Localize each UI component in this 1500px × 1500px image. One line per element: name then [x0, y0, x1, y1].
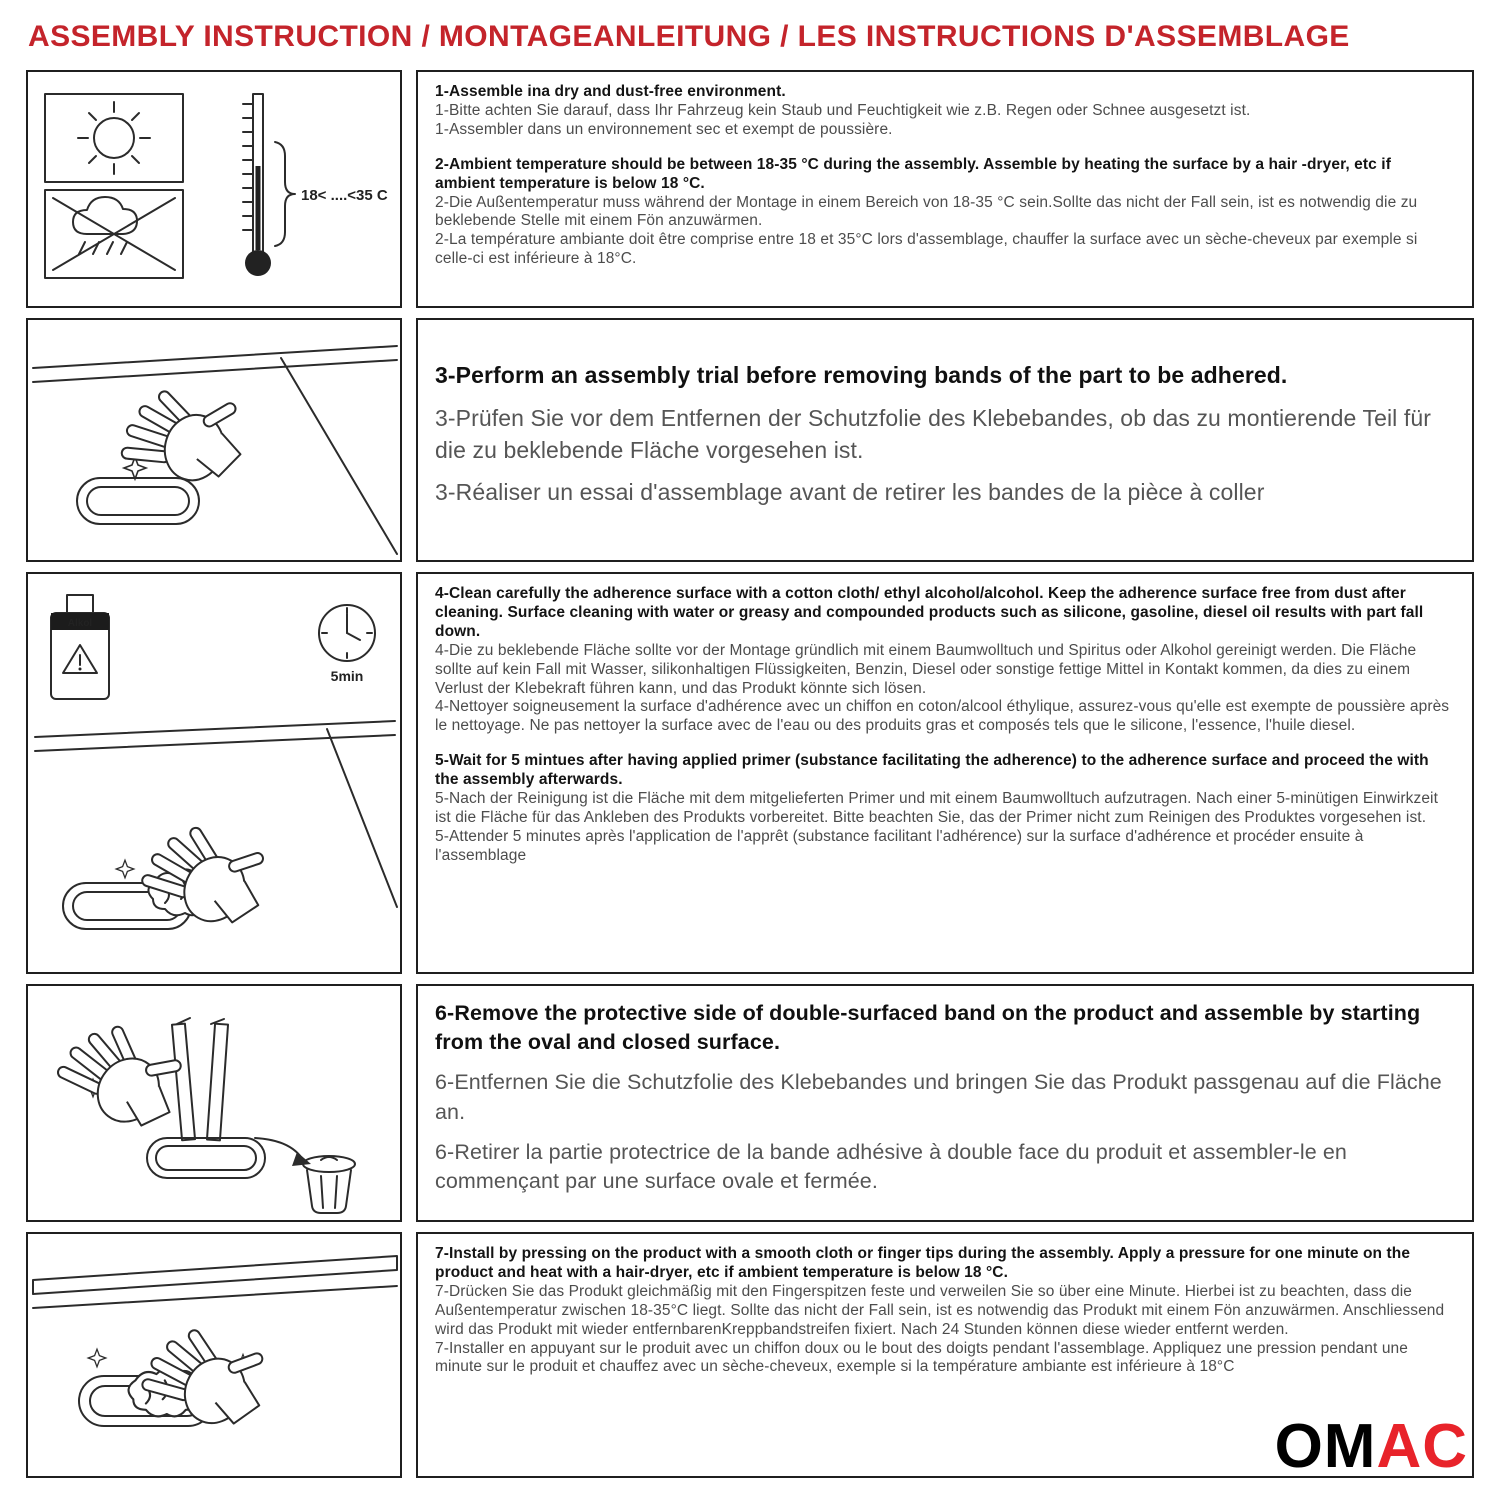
handle-trim	[77, 478, 199, 524]
instruction-text: 7-Installer en appuyant sur le produit avec un chiffon doux ou le bout des doigts pendant l'assemblage. Appliquez une pression pendant une minute sur le produit et chauffez avec un sèche-cheveux, exemple si la température ambiante est inférieure à 18°C	[435, 1339, 1408, 1376]
instruction-text: 1-Assemble ina dry and dust-free environment.	[435, 83, 786, 100]
step-4-5-text	[416, 572, 1474, 974]
temperature-range-label: 18< ....<35 C	[301, 187, 388, 204]
sparkle-icon	[88, 1349, 106, 1367]
instruction-text: 2-Ambient temperature should be between 18-35 °C during the assembly. Assemble by heating the surface by a hair -dryer, etc if ambient temperature is below 18 °C.	[435, 155, 1391, 192]
step-7-row	[26, 1232, 1474, 1478]
instruction-text: 1-Bitte achten Sie darauf, dass Ihr Fahrzeug kein Staub und Feuchtigkeit wie z.B. Regen oder Schnee ausgesetzt ist.	[435, 101, 1251, 119]
step-6-text	[416, 984, 1474, 1222]
instruction-text: 1-Assembler dans un environnement sec et exempt de poussière.	[435, 120, 893, 138]
step-4-5-row	[26, 572, 1474, 974]
logo-text-red: AC	[1376, 1412, 1468, 1481]
step-1-2-text	[416, 70, 1474, 308]
step-3-text	[416, 318, 1474, 562]
instruction-text: 6-Remove the protective side of double-surfaced band on the product and assemble by starting from the oval and closed surface.	[435, 1000, 1421, 1055]
logo-text-black: OM	[1274, 1412, 1377, 1481]
instruction-text: 5-Attender 5 minutes après l'application de l'apprêt (substance facilitant l'adhérence) sur la surface d'adhérence et procéder ensuite à l'assemblage	[435, 827, 1364, 864]
environment-illustration	[29, 82, 399, 296]
instruction-text: 3-Réaliser un essai d'assemblage avant de retirer les bandes de la pièce à coller	[435, 479, 1265, 506]
instruction-text: 2-La température ambiante doit être comprise entre 18 et 35°C lors d'assemblage, chauffer la surface avec un sèche-cheveux par exemple si celle-ci est inférieure à 18°C.	[435, 231, 1418, 268]
instruction-text: 5-Wait for 5 mintues after having applied primer (substance facilitating the adherence) to the adherence surface and proceed the with the assembly afterwards.	[435, 752, 1429, 789]
tape-strips-icon	[172, 1018, 228, 1140]
instruction-text: 4-Die zu beklebende Fläche sollte vor der Montage gründlich mit einem Baumwolltuch und Spiritus oder Alkohol gereinigt werden. Die Fläche sollte auf kein Fall mit Wasser, silikonhaltigen Flüssigkeiten, Benzin, Diesel oder sonstige fettige Mittel in Kontakt kommen, da dies zu einem Verlust der Klebekraft führen kann, und das Produkt könnte sich lösen.	[435, 641, 1417, 697]
hand-icon	[123, 382, 253, 493]
product-part	[147, 1138, 265, 1178]
step-1-2-row	[26, 70, 1474, 308]
illustration-cleaning	[26, 572, 402, 974]
instruction-text: 2-Die Außentemperatur muss während der Montage in einem Bereich von 18-35 °C sein.Sollte das nicht der Fall sein, ist es notwendig die zu beklebende Stelle mit einem Fön anzuwärmen.	[435, 193, 1418, 230]
instruction-text: 5-Nach der Reinigung ist die Fläche mit dem mitgelieferten Primer und mit einem Baumwolltuch aufzutragen. Nach einer 5-minütigen Einwirkzeit ist die Fläche für das Ankleben des Produkts vorbereitet. Bitte beachten Sie, das der Primer nicht zum Reinigen des Produktes vorgesehen ist.	[435, 790, 1439, 826]
thermometer-icon	[243, 94, 388, 276]
illustration-assembly-trial	[26, 318, 402, 562]
instruction-text: 3-Perform an assembly trial before removing bands of the part to be adhered.	[435, 362, 1288, 389]
sparkle-icon	[116, 860, 134, 878]
omac-logo	[1274, 1412, 1468, 1481]
hand-icon	[58, 1013, 195, 1145]
cleaning-illustration	[29, 577, 399, 969]
press-illustration	[29, 1236, 399, 1474]
illustration-press	[26, 1232, 402, 1478]
assembly-trial-illustration	[29, 322, 399, 558]
step-3-row	[26, 318, 1474, 562]
sun-icon	[45, 94, 183, 182]
instruction-text: 3-Prüfen Sie vor dem Entfernen der Schutzfolie des Klebebandes, ob das zu montierende Teil für die zu beklebende Fläche vorgesehen ist.	[435, 404, 1432, 463]
bottle-label: Alkol	[67, 618, 93, 629]
no-rain-icon	[45, 190, 183, 278]
warning-icon	[63, 645, 97, 673]
step-6-row	[26, 984, 1474, 1222]
illustration-remove-band	[26, 984, 402, 1222]
trash-can-icon	[303, 1156, 355, 1213]
alcohol-bottle-icon	[51, 595, 109, 699]
illustration-environment	[26, 70, 402, 308]
instruction-text: 6-Retirer la partie protectrice de la bande adhésive à double face du produit et assembler-le en commençant par une surface ovale et fermée.	[435, 1139, 1347, 1193]
door-frame	[33, 1256, 397, 1308]
instruction-text: 7-Install by pressing on the product with a smooth cloth or finger tips during the assembly. Apply a pressure for one minute on the product and heat with a hair-dryer, etc if ambient temperature is below 18 °C.	[435, 1245, 1411, 1281]
clock-icon	[319, 605, 375, 684]
instruction-text: 6-Entfernen Sie die Schutzfolie des Klebebandes und bringen Sie das Produkt passgenau auf die Fläche an.	[435, 1070, 1442, 1124]
instruction-text: 4-Nettoyer soigneusement la surface d'adhérence avec un chiffon en coton/alcool éthylique, assurez-vous qu'elle est exempte de poussière après le nettoyage. Ne pas nettoyer la surface avec de l'eau ou des produits gras et composés tels que le silicone, l'essence, l'huile diesel.	[435, 698, 1450, 735]
instruction-text: 7-Drücken Sie das Produkt gleichmäßig mit den Fingerspitzen feste und verweilen Sie so über eine Minute. Hierbei ist zu beachten, dass die Außentemperatur zwischen 18-35°C liegt. Sollte das nicht der Fall sein, ist es notwendig das Produkt mit einem Fön anzuwärmen. Anschliessend wird das Produkt mit wieder entfernbarenKreppbandstreifen fixiert. Nach 24 Stunden können diese wieder entfernt werden.	[435, 1282, 1445, 1338]
wait-time-label: 5min	[330, 668, 364, 684]
instruction-text: 4-Clean carefully the adherence surface with a cotton cloth/ ethyl alcohol/alcohol. Keep the adherence surface free from dust after cleaning. Surface cleaning with water or greasy and compounded products such as silicone, gasoline, diesel oil results with part fall down.	[435, 585, 1424, 640]
page-title: ASSEMBLY INSTRUCTION / MONTAGEANLEITUNG / LES INSTRUCTIONS D'ASSEMBLAGE	[28, 20, 1350, 53]
remove-band-illustration	[29, 988, 399, 1218]
